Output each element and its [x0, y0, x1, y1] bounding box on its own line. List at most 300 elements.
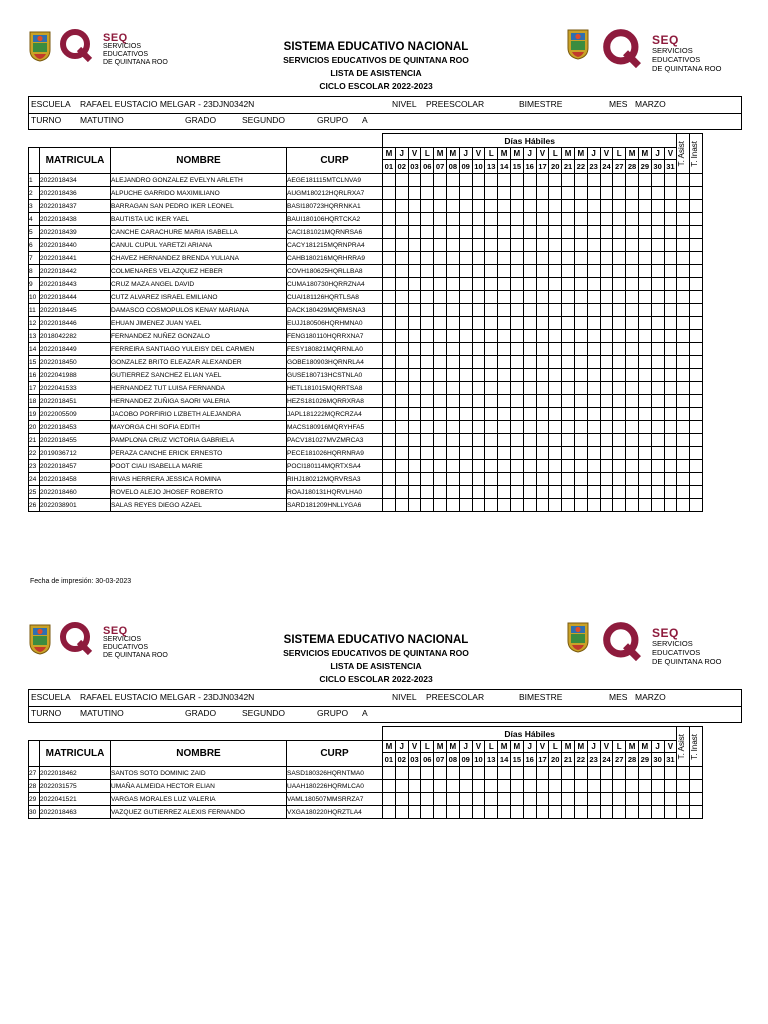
attendance-cell[interactable] — [574, 408, 587, 421]
attendance-cell[interactable] — [472, 473, 485, 486]
attendance-cell[interactable] — [690, 356, 703, 369]
attendance-cell[interactable] — [600, 382, 613, 395]
attendance-cell[interactable] — [498, 780, 511, 793]
attendance-cell[interactable] — [574, 486, 587, 499]
attendance-cell[interactable] — [498, 343, 511, 356]
attendance-cell[interactable] — [664, 806, 677, 819]
attendance-cell[interactable] — [459, 421, 472, 434]
attendance-cell[interactable] — [677, 780, 690, 793]
attendance-cell[interactable] — [536, 187, 549, 200]
attendance-cell[interactable] — [574, 460, 587, 473]
attendance-cell[interactable] — [600, 200, 613, 213]
attendance-cell[interactable] — [600, 473, 613, 486]
attendance-cell[interactable] — [587, 252, 600, 265]
attendance-cell[interactable] — [651, 265, 664, 278]
attendance-cell[interactable] — [549, 473, 562, 486]
attendance-cell[interactable] — [408, 330, 421, 343]
attendance-cell[interactable] — [446, 486, 459, 499]
attendance-cell[interactable] — [485, 252, 498, 265]
attendance-cell[interactable] — [613, 239, 626, 252]
attendance-cell[interactable] — [587, 200, 600, 213]
attendance-cell[interactable] — [574, 278, 587, 291]
attendance-cell[interactable] — [485, 460, 498, 473]
attendance-cell[interactable] — [472, 291, 485, 304]
attendance-cell[interactable] — [600, 187, 613, 200]
attendance-cell[interactable] — [651, 252, 664, 265]
attendance-cell[interactable] — [600, 317, 613, 330]
attendance-cell[interactable] — [587, 486, 600, 499]
attendance-cell[interactable] — [383, 408, 396, 421]
attendance-cell[interactable] — [395, 486, 408, 499]
attendance-cell[interactable] — [510, 356, 523, 369]
attendance-cell[interactable] — [626, 174, 639, 187]
attendance-cell[interactable] — [485, 793, 498, 806]
attendance-cell[interactable] — [472, 806, 485, 819]
attendance-cell[interactable] — [562, 499, 575, 512]
attendance-cell[interactable] — [434, 174, 447, 187]
attendance-cell[interactable] — [562, 304, 575, 317]
attendance-cell[interactable] — [638, 174, 651, 187]
attendance-cell[interactable] — [510, 317, 523, 330]
attendance-cell[interactable] — [472, 278, 485, 291]
attendance-cell[interactable] — [638, 780, 651, 793]
attendance-cell[interactable] — [523, 187, 536, 200]
attendance-cell[interactable] — [421, 473, 434, 486]
attendance-cell[interactable] — [408, 421, 421, 434]
attendance-cell[interactable] — [549, 486, 562, 499]
attendance-cell[interactable] — [690, 499, 703, 512]
attendance-cell[interactable] — [587, 291, 600, 304]
attendance-cell[interactable] — [613, 793, 626, 806]
attendance-cell[interactable] — [536, 382, 549, 395]
attendance-cell[interactable] — [664, 434, 677, 447]
attendance-cell[interactable] — [600, 252, 613, 265]
attendance-cell[interactable] — [421, 806, 434, 819]
attendance-cell[interactable] — [408, 460, 421, 473]
attendance-cell[interactable] — [446, 793, 459, 806]
attendance-cell[interactable] — [651, 460, 664, 473]
attendance-cell[interactable] — [613, 395, 626, 408]
attendance-cell[interactable] — [434, 806, 447, 819]
attendance-cell[interactable] — [446, 499, 459, 512]
attendance-cell[interactable] — [408, 499, 421, 512]
attendance-cell[interactable] — [690, 408, 703, 421]
attendance-cell[interactable] — [485, 499, 498, 512]
attendance-cell[interactable] — [446, 356, 459, 369]
attendance-cell[interactable] — [664, 343, 677, 356]
attendance-cell[interactable] — [485, 806, 498, 819]
attendance-cell[interactable] — [562, 434, 575, 447]
attendance-cell[interactable] — [446, 382, 459, 395]
attendance-cell[interactable] — [408, 806, 421, 819]
attendance-cell[interactable] — [549, 382, 562, 395]
attendance-cell[interactable] — [395, 343, 408, 356]
attendance-cell[interactable] — [562, 356, 575, 369]
attendance-cell[interactable] — [677, 369, 690, 382]
attendance-cell[interactable] — [638, 317, 651, 330]
attendance-cell[interactable] — [421, 265, 434, 278]
attendance-cell[interactable] — [690, 421, 703, 434]
attendance-cell[interactable] — [408, 486, 421, 499]
attendance-cell[interactable] — [677, 226, 690, 239]
attendance-cell[interactable] — [421, 421, 434, 434]
attendance-cell[interactable] — [664, 460, 677, 473]
attendance-cell[interactable] — [587, 317, 600, 330]
attendance-cell[interactable] — [613, 278, 626, 291]
attendance-cell[interactable] — [498, 793, 511, 806]
attendance-cell[interactable] — [587, 780, 600, 793]
attendance-cell[interactable] — [472, 395, 485, 408]
attendance-cell[interactable] — [626, 239, 639, 252]
attendance-cell[interactable] — [536, 473, 549, 486]
attendance-cell[interactable] — [472, 317, 485, 330]
attendance-cell[interactable] — [562, 278, 575, 291]
attendance-cell[interactable] — [421, 252, 434, 265]
attendance-cell[interactable] — [459, 369, 472, 382]
attendance-cell[interactable] — [626, 767, 639, 780]
attendance-cell[interactable] — [434, 252, 447, 265]
attendance-cell[interactable] — [485, 473, 498, 486]
attendance-cell[interactable] — [459, 174, 472, 187]
attendance-cell[interactable] — [408, 200, 421, 213]
attendance-cell[interactable] — [574, 780, 587, 793]
attendance-cell[interactable] — [459, 395, 472, 408]
attendance-cell[interactable] — [395, 187, 408, 200]
attendance-cell[interactable] — [498, 473, 511, 486]
attendance-cell[interactable] — [510, 291, 523, 304]
attendance-cell[interactable] — [472, 793, 485, 806]
attendance-cell[interactable] — [434, 421, 447, 434]
attendance-cell[interactable] — [408, 408, 421, 421]
attendance-cell[interactable] — [549, 780, 562, 793]
attendance-cell[interactable] — [408, 767, 421, 780]
attendance-cell[interactable] — [485, 343, 498, 356]
attendance-cell[interactable] — [690, 330, 703, 343]
attendance-cell[interactable] — [677, 304, 690, 317]
attendance-cell[interactable] — [523, 408, 536, 421]
attendance-cell[interactable] — [395, 265, 408, 278]
attendance-cell[interactable] — [600, 356, 613, 369]
attendance-cell[interactable] — [562, 213, 575, 226]
attendance-cell[interactable] — [574, 213, 587, 226]
attendance-cell[interactable] — [574, 226, 587, 239]
attendance-cell[interactable] — [446, 408, 459, 421]
attendance-cell[interactable] — [549, 369, 562, 382]
attendance-cell[interactable] — [408, 278, 421, 291]
attendance-cell[interactable] — [677, 343, 690, 356]
attendance-cell[interactable] — [421, 499, 434, 512]
attendance-cell[interactable] — [408, 252, 421, 265]
attendance-cell[interactable] — [638, 356, 651, 369]
attendance-cell[interactable] — [510, 767, 523, 780]
attendance-cell[interactable] — [587, 434, 600, 447]
attendance-cell[interactable] — [485, 434, 498, 447]
attendance-cell[interactable] — [395, 447, 408, 460]
attendance-cell[interactable] — [523, 767, 536, 780]
attendance-cell[interactable] — [395, 278, 408, 291]
attendance-cell[interactable] — [651, 434, 664, 447]
attendance-cell[interactable] — [523, 200, 536, 213]
attendance-cell[interactable] — [523, 486, 536, 499]
attendance-cell[interactable] — [651, 239, 664, 252]
attendance-cell[interactable] — [472, 187, 485, 200]
attendance-cell[interactable] — [472, 239, 485, 252]
attendance-cell[interactable] — [587, 408, 600, 421]
attendance-cell[interactable] — [690, 343, 703, 356]
attendance-cell[interactable] — [434, 291, 447, 304]
attendance-cell[interactable] — [638, 200, 651, 213]
attendance-cell[interactable] — [677, 330, 690, 343]
attendance-cell[interactable] — [613, 473, 626, 486]
attendance-cell[interactable] — [421, 187, 434, 200]
attendance-cell[interactable] — [523, 806, 536, 819]
attendance-cell[interactable] — [600, 499, 613, 512]
attendance-cell[interactable] — [613, 291, 626, 304]
attendance-cell[interactable] — [549, 239, 562, 252]
attendance-cell[interactable] — [510, 473, 523, 486]
attendance-cell[interactable] — [383, 343, 396, 356]
attendance-cell[interactable] — [421, 343, 434, 356]
attendance-cell[interactable] — [485, 421, 498, 434]
attendance-cell[interactable] — [613, 330, 626, 343]
attendance-cell[interactable] — [523, 226, 536, 239]
attendance-cell[interactable] — [626, 434, 639, 447]
attendance-cell[interactable] — [485, 291, 498, 304]
attendance-cell[interactable] — [510, 330, 523, 343]
attendance-cell[interactable] — [638, 486, 651, 499]
attendance-cell[interactable] — [638, 806, 651, 819]
attendance-cell[interactable] — [446, 226, 459, 239]
attendance-cell[interactable] — [536, 408, 549, 421]
attendance-cell[interactable] — [613, 356, 626, 369]
attendance-cell[interactable] — [677, 421, 690, 434]
attendance-cell[interactable] — [690, 369, 703, 382]
attendance-cell[interactable] — [626, 252, 639, 265]
attendance-cell[interactable] — [626, 200, 639, 213]
attendance-cell[interactable] — [459, 278, 472, 291]
attendance-cell[interactable] — [472, 343, 485, 356]
attendance-cell[interactable] — [651, 793, 664, 806]
attendance-cell[interactable] — [498, 291, 511, 304]
attendance-cell[interactable] — [664, 174, 677, 187]
attendance-cell[interactable] — [587, 226, 600, 239]
attendance-cell[interactable] — [485, 226, 498, 239]
attendance-cell[interactable] — [459, 317, 472, 330]
attendance-cell[interactable] — [510, 265, 523, 278]
attendance-cell[interactable] — [408, 447, 421, 460]
attendance-cell[interactable] — [383, 780, 396, 793]
attendance-cell[interactable] — [510, 806, 523, 819]
attendance-cell[interactable] — [434, 317, 447, 330]
attendance-cell[interactable] — [523, 395, 536, 408]
attendance-cell[interactable] — [536, 356, 549, 369]
attendance-cell[interactable] — [549, 304, 562, 317]
attendance-cell[interactable] — [536, 213, 549, 226]
attendance-cell[interactable] — [638, 226, 651, 239]
attendance-cell[interactable] — [638, 395, 651, 408]
attendance-cell[interactable] — [510, 226, 523, 239]
attendance-cell[interactable] — [446, 239, 459, 252]
attendance-cell[interactable] — [690, 200, 703, 213]
attendance-cell[interactable] — [613, 447, 626, 460]
attendance-cell[interactable] — [587, 369, 600, 382]
attendance-cell[interactable] — [574, 421, 587, 434]
attendance-cell[interactable] — [587, 460, 600, 473]
attendance-cell[interactable] — [446, 806, 459, 819]
attendance-cell[interactable] — [395, 213, 408, 226]
attendance-cell[interactable] — [690, 447, 703, 460]
attendance-cell[interactable] — [638, 382, 651, 395]
attendance-cell[interactable] — [446, 343, 459, 356]
attendance-cell[interactable] — [562, 252, 575, 265]
attendance-cell[interactable] — [638, 408, 651, 421]
attendance-cell[interactable] — [523, 460, 536, 473]
attendance-cell[interactable] — [383, 330, 396, 343]
attendance-cell[interactable] — [600, 278, 613, 291]
attendance-cell[interactable] — [574, 447, 587, 460]
attendance-cell[interactable] — [498, 767, 511, 780]
attendance-cell[interactable] — [638, 343, 651, 356]
attendance-cell[interactable] — [485, 213, 498, 226]
attendance-cell[interactable] — [395, 780, 408, 793]
attendance-cell[interactable] — [421, 793, 434, 806]
attendance-cell[interactable] — [562, 806, 575, 819]
attendance-cell[interactable] — [459, 252, 472, 265]
attendance-cell[interactable] — [472, 200, 485, 213]
attendance-cell[interactable] — [574, 265, 587, 278]
attendance-cell[interactable] — [562, 460, 575, 473]
attendance-cell[interactable] — [638, 767, 651, 780]
attendance-cell[interactable] — [459, 239, 472, 252]
attendance-cell[interactable] — [472, 265, 485, 278]
attendance-cell[interactable] — [651, 213, 664, 226]
attendance-cell[interactable] — [434, 499, 447, 512]
attendance-cell[interactable] — [523, 793, 536, 806]
attendance-cell[interactable] — [510, 213, 523, 226]
attendance-cell[interactable] — [651, 317, 664, 330]
attendance-cell[interactable] — [587, 421, 600, 434]
attendance-cell[interactable] — [549, 421, 562, 434]
attendance-cell[interactable] — [664, 317, 677, 330]
attendance-cell[interactable] — [664, 767, 677, 780]
attendance-cell[interactable] — [690, 317, 703, 330]
attendance-cell[interactable] — [446, 252, 459, 265]
attendance-cell[interactable] — [536, 343, 549, 356]
attendance-cell[interactable] — [510, 460, 523, 473]
attendance-cell[interactable] — [434, 239, 447, 252]
attendance-cell[interactable] — [472, 356, 485, 369]
attendance-cell[interactable] — [562, 780, 575, 793]
attendance-cell[interactable] — [498, 382, 511, 395]
attendance-cell[interactable] — [408, 780, 421, 793]
attendance-cell[interactable] — [549, 434, 562, 447]
attendance-cell[interactable] — [498, 408, 511, 421]
attendance-cell[interactable] — [383, 369, 396, 382]
attendance-cell[interactable] — [638, 447, 651, 460]
attendance-cell[interactable] — [536, 265, 549, 278]
attendance-cell[interactable] — [549, 408, 562, 421]
attendance-cell[interactable] — [600, 460, 613, 473]
attendance-cell[interactable] — [626, 793, 639, 806]
attendance-cell[interactable] — [574, 174, 587, 187]
attendance-cell[interactable] — [677, 187, 690, 200]
attendance-cell[interactable] — [485, 278, 498, 291]
attendance-cell[interactable] — [383, 806, 396, 819]
attendance-cell[interactable] — [574, 304, 587, 317]
attendance-cell[interactable] — [587, 793, 600, 806]
attendance-cell[interactable] — [651, 421, 664, 434]
attendance-cell[interactable] — [651, 780, 664, 793]
attendance-cell[interactable] — [651, 499, 664, 512]
attendance-cell[interactable] — [690, 767, 703, 780]
attendance-cell[interactable] — [485, 382, 498, 395]
attendance-cell[interactable] — [536, 239, 549, 252]
attendance-cell[interactable] — [664, 395, 677, 408]
attendance-cell[interactable] — [446, 187, 459, 200]
attendance-cell[interactable] — [600, 408, 613, 421]
attendance-cell[interactable] — [523, 304, 536, 317]
attendance-cell[interactable] — [383, 356, 396, 369]
attendance-cell[interactable] — [677, 200, 690, 213]
attendance-cell[interactable] — [549, 767, 562, 780]
attendance-cell[interactable] — [446, 447, 459, 460]
attendance-cell[interactable] — [421, 330, 434, 343]
attendance-cell[interactable] — [613, 226, 626, 239]
attendance-cell[interactable] — [549, 806, 562, 819]
attendance-cell[interactable] — [638, 239, 651, 252]
attendance-cell[interactable] — [395, 460, 408, 473]
attendance-cell[interactable] — [446, 213, 459, 226]
attendance-cell[interactable] — [408, 265, 421, 278]
attendance-cell[interactable] — [536, 317, 549, 330]
attendance-cell[interactable] — [472, 174, 485, 187]
attendance-cell[interactable] — [395, 382, 408, 395]
attendance-cell[interactable] — [690, 187, 703, 200]
attendance-cell[interactable] — [536, 486, 549, 499]
attendance-cell[interactable] — [383, 395, 396, 408]
attendance-cell[interactable] — [408, 473, 421, 486]
attendance-cell[interactable] — [549, 174, 562, 187]
attendance-cell[interactable] — [510, 343, 523, 356]
attendance-cell[interactable] — [549, 317, 562, 330]
attendance-cell[interactable] — [498, 174, 511, 187]
attendance-cell[interactable] — [690, 460, 703, 473]
attendance-cell[interactable] — [690, 473, 703, 486]
attendance-cell[interactable] — [421, 408, 434, 421]
attendance-cell[interactable] — [459, 486, 472, 499]
attendance-cell[interactable] — [498, 447, 511, 460]
attendance-cell[interactable] — [664, 200, 677, 213]
attendance-cell[interactable] — [651, 200, 664, 213]
attendance-cell[interactable] — [523, 499, 536, 512]
attendance-cell[interactable] — [587, 174, 600, 187]
attendance-cell[interactable] — [574, 473, 587, 486]
attendance-cell[interactable] — [600, 304, 613, 317]
attendance-cell[interactable] — [498, 421, 511, 434]
attendance-cell[interactable] — [613, 213, 626, 226]
attendance-cell[interactable] — [446, 174, 459, 187]
attendance-cell[interactable] — [664, 239, 677, 252]
attendance-cell[interactable] — [434, 356, 447, 369]
attendance-cell[interactable] — [600, 226, 613, 239]
attendance-cell[interactable] — [434, 369, 447, 382]
attendance-cell[interactable] — [523, 780, 536, 793]
attendance-cell[interactable] — [408, 174, 421, 187]
attendance-cell[interactable] — [434, 265, 447, 278]
attendance-cell[interactable] — [600, 767, 613, 780]
attendance-cell[interactable] — [638, 369, 651, 382]
attendance-cell[interactable] — [613, 499, 626, 512]
